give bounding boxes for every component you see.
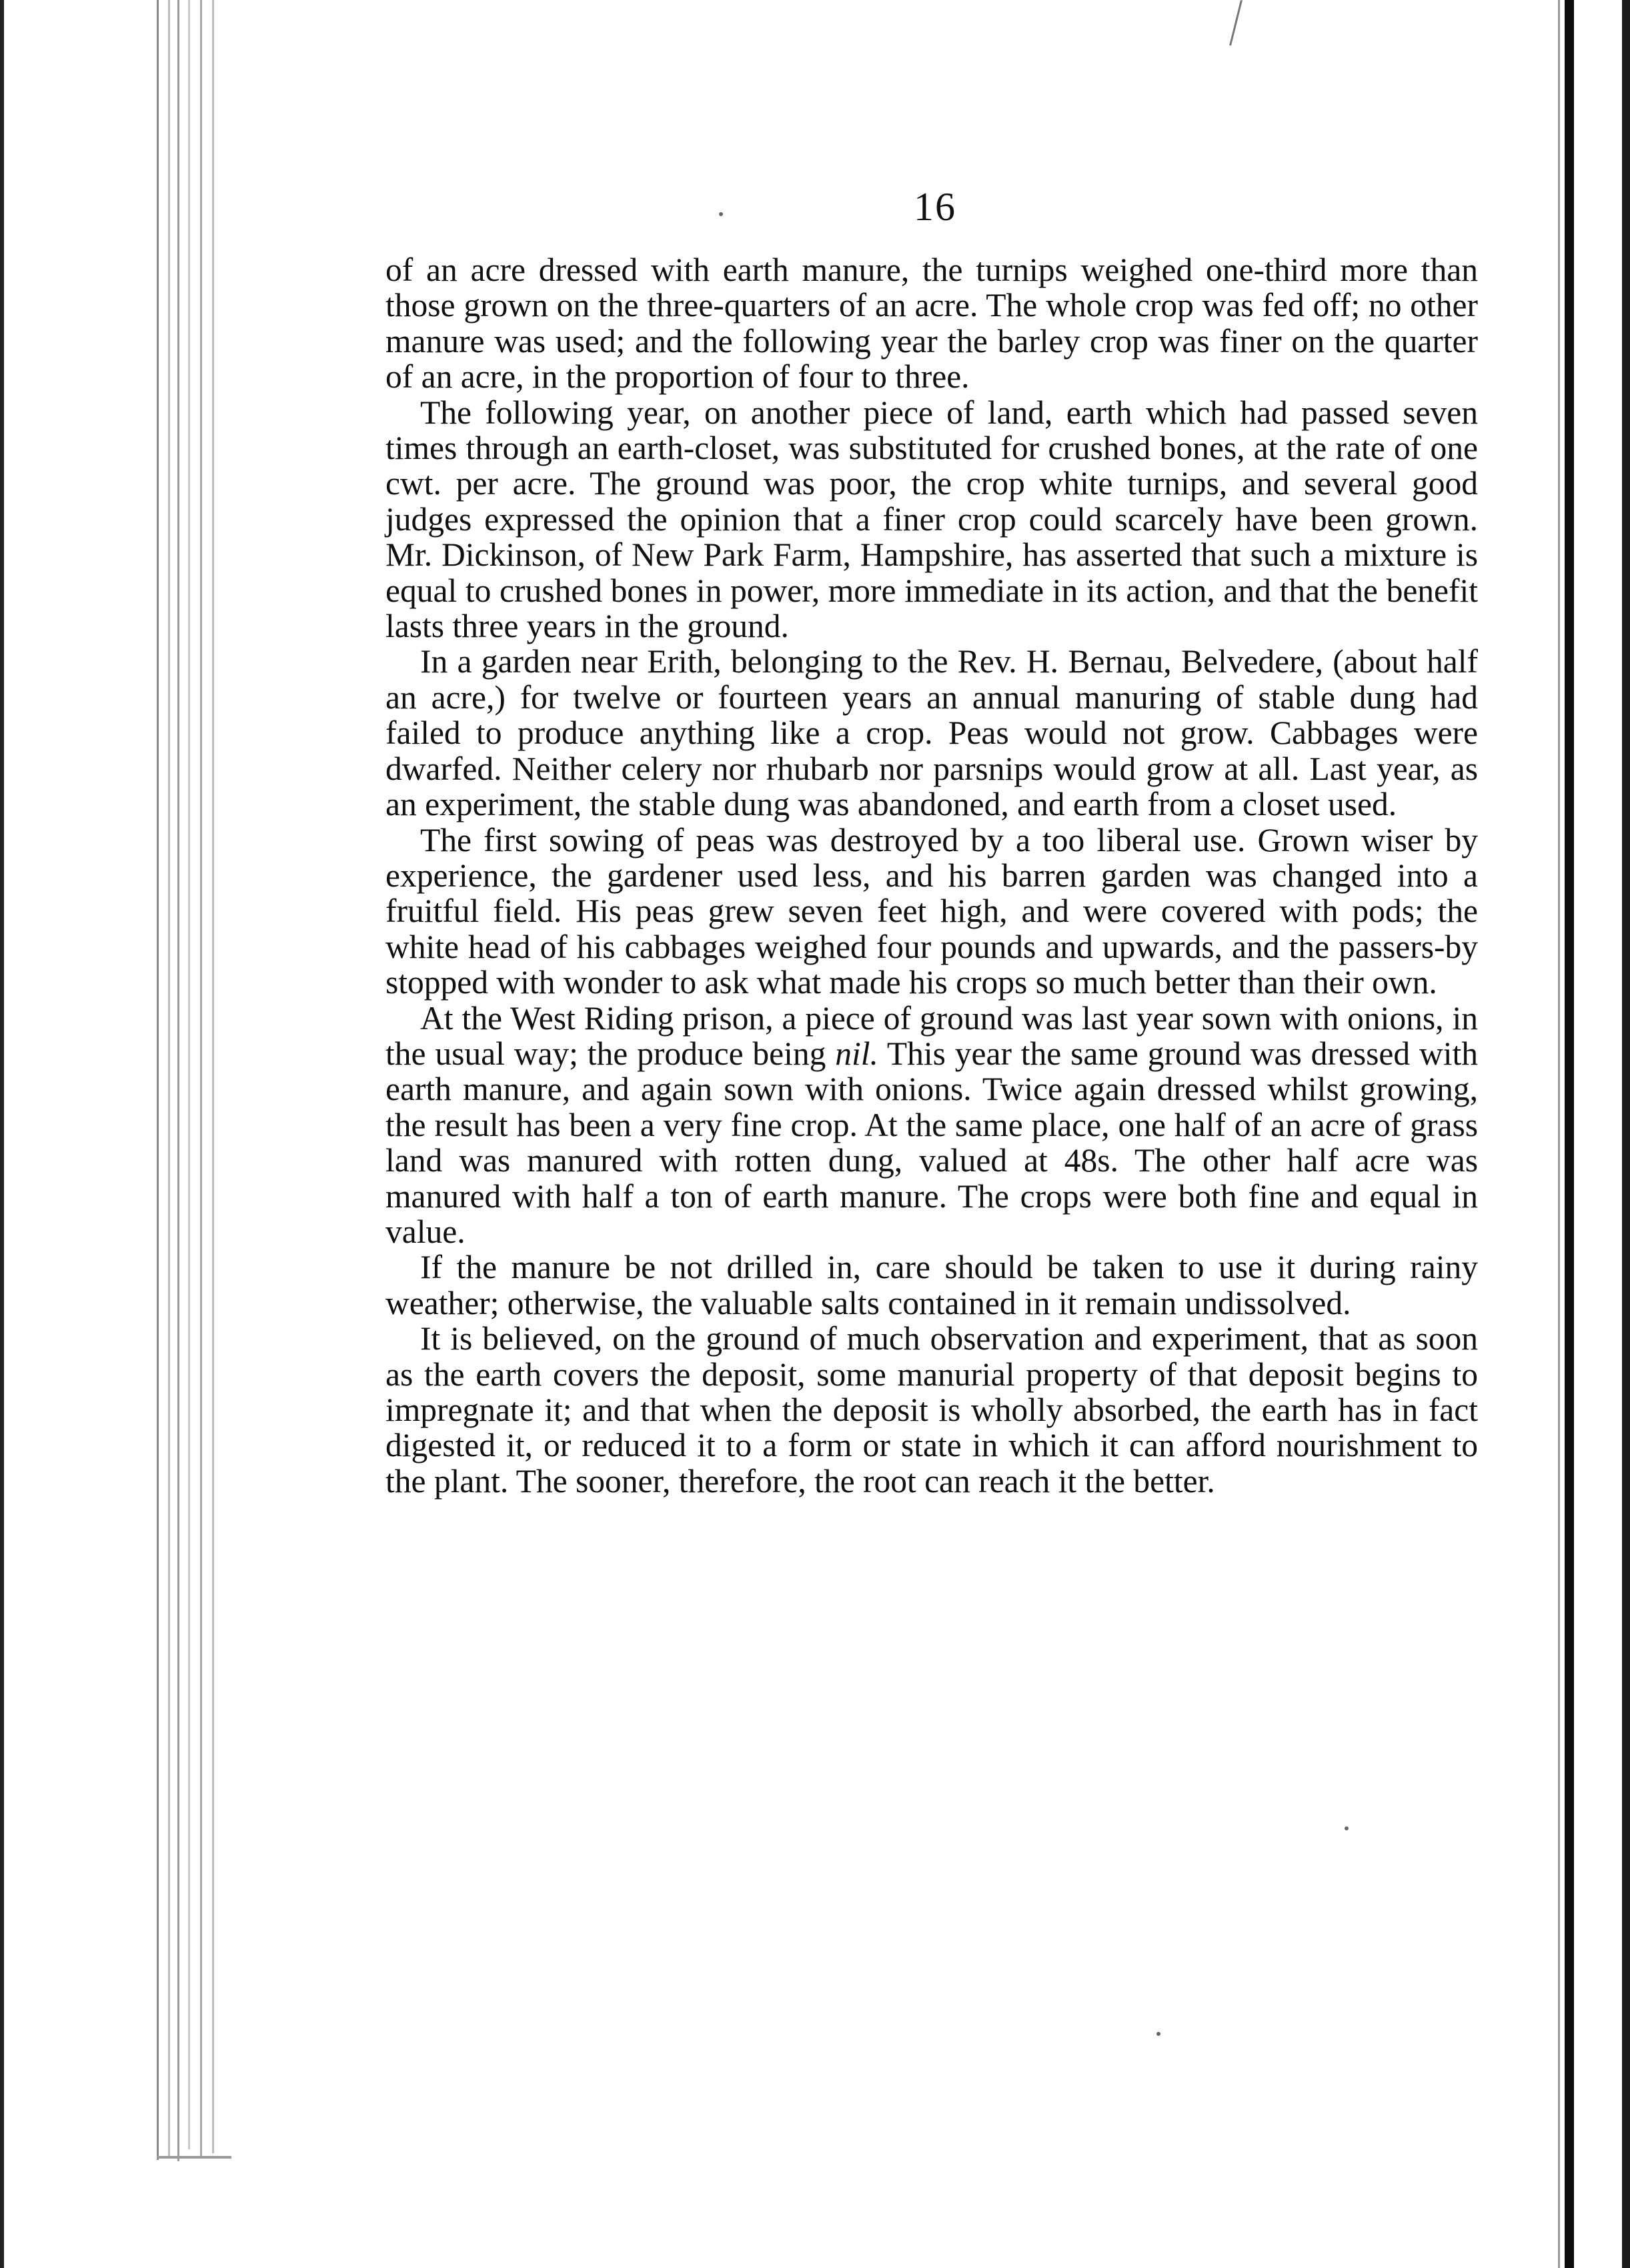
scan-right-edge xyxy=(1622,0,1630,2268)
paragraph: The first sowing of peas was destroyed by a too liberal use. Grown wiser by experience, the gardener used less, and his barren garden was changed into a fruitful field. His peas grew seven feet high, and were covered with pods; the white head of his cabbages weighed four pounds and upwards, and the passers-by stopped with wonder to ask what made his crops so much better than their own. xyxy=(385,821,1478,1001)
paragraph: The following year, on another piece of land, earth which had passed seven times through an earth-closet, was substituted for crushed bones, at the rate of one cwt. per acre. The ground was poor, the crop white turnips, and several good judges expressed the opinion that a finer crop could scarcely have been grown. Mr. Dickinson, of New Park Farm, Hampshire, has asserted that such a mixture is equal to crushed bones in power, more immediate in its action, and that the benefit lasts three years in the ground. xyxy=(385,394,1478,645)
scan-right-line xyxy=(1558,0,1560,2268)
paragraph: In a garden near Erith, belonging to the Rev. H. Bernau, Belvedere, (about half an acre,) for twelve or fourteen years an annual manuring of stable dung had failed to produce anything like a crop. Peas would not grow. Cabbages were dwarfed. Neither celery nor rhubarb nor parsnips would grow at all. Last year, as an experiment, the stable dung was abandoned, and earth from a closet used. xyxy=(385,643,1478,823)
page-stack-edge xyxy=(157,0,159,2160)
paragraph: It is believed, on the ground of much observation and experiment, that as soon as the earth covers the deposit, some manurial property of that deposit begins to impregnate it; and that when the deposit is wholly absorbed, the earth has in fact digested it, or reduced it to a form or state in which it can afford nourishment to the plant. The sooner, therefore, the root can reach it the better. xyxy=(385,1320,1478,1500)
page-stack-edge xyxy=(200,0,202,2156)
page-number: 16 xyxy=(914,185,956,229)
page-stack-edge xyxy=(188,0,190,2149)
scan-speck xyxy=(719,212,723,216)
paragraph-text: At the West Riding prison, a piece of ground was last year sown with onions, in the usual way; the produce being xyxy=(385,999,1478,1072)
scan-speck xyxy=(1156,2032,1160,2036)
scan-right-binding xyxy=(1565,0,1574,2268)
page-stack-edge xyxy=(177,0,179,2161)
page-stack-bottom xyxy=(157,2156,231,2159)
scan-left-edge xyxy=(0,0,4,2268)
page-stack-edge xyxy=(212,0,214,2153)
italic-word: nil. xyxy=(835,1035,878,1072)
scan-speck xyxy=(1345,1826,1349,1830)
paragraph: of an acre dressed with earth manure, the turnips weighed one-third more than those grown on the three-quarters of an acre. The whole crop was fed off; no other manure was used; and the following year the barley crop was finer on the quarter of an acre, in the proportion of four to three. xyxy=(385,251,1478,396)
body-text xyxy=(385,252,1478,1499)
paragraph: If the manure be not drilled in, care should be taken to use it during rainy weather; otherwise, the valuable salts contained in it remain undissolved. xyxy=(385,1249,1478,1321)
scan-mark xyxy=(1229,0,1243,46)
paragraph-text: This year the same ground was dressed with earth manure, and again sown with onions. Twice again dressed whilst growing, the result has been a very fine crop. At the same place, one half of an acre of grass land was manured with rotten dung, valued at 48s. The other half acre was manured with half a ton of earth manure. The crops were both fine and equal in value. xyxy=(385,1035,1478,1250)
page-stack-edge xyxy=(168,0,170,2159)
paragraph-prison xyxy=(385,1001,1478,1250)
